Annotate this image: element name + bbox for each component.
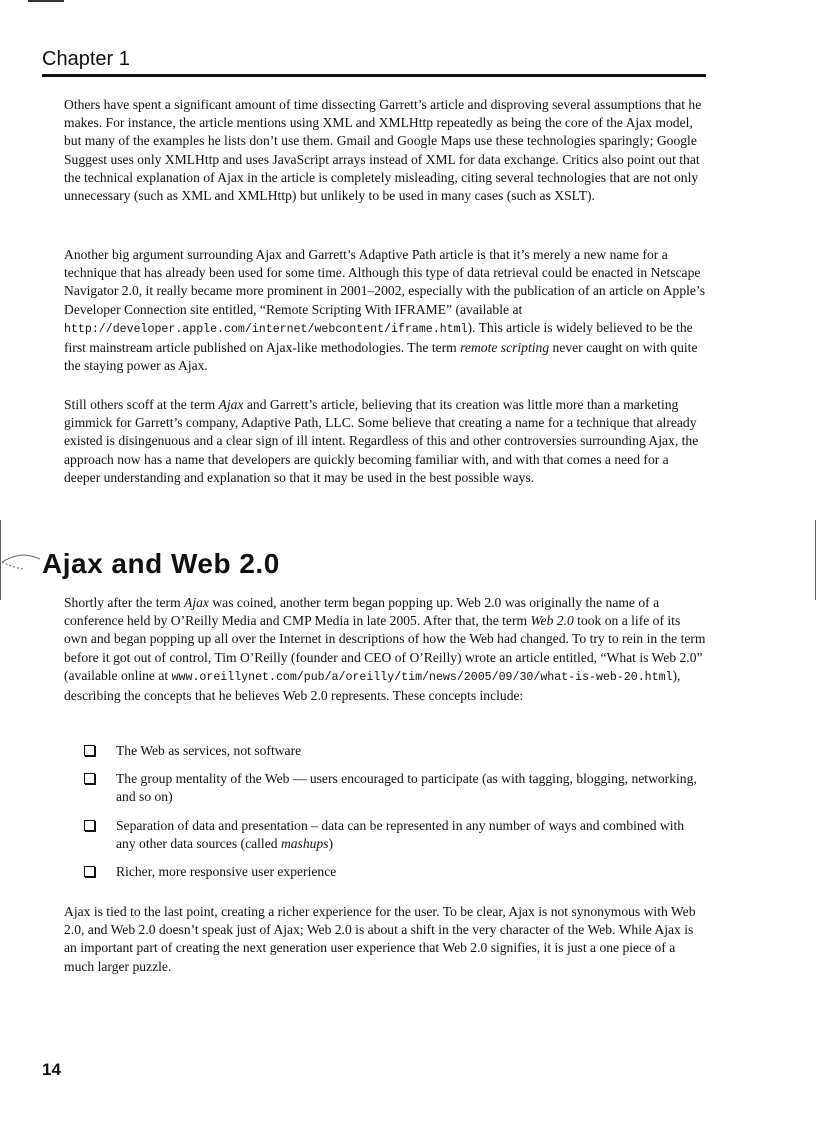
header-rule — [42, 74, 706, 77]
paragraph-text: never caught on with quite the staying power as Ajax. — [64, 340, 698, 374]
list-item-text: The Web as services, not software — [116, 743, 302, 758]
paragraph-garrett-critique — [64, 96, 706, 205]
list-item-text: Richer, more responsive user experience — [116, 864, 337, 880]
paragraph-text: was coined, another term began popping up. Web 2.0 was originally the name of a conference held by O’Reilly Media and CMP Media in late 2005. After that, the term — [64, 595, 660, 629]
checkbox-bullet-icon — [84, 820, 95, 831]
paragraph-text: Still others scoff at the term — [64, 397, 219, 412]
term-mashups: mashups — [280, 835, 329, 851]
checkbox-bullet-icon — [84, 866, 95, 877]
paragraph-text: Another big argument surrounding Ajax and Garrett’s Adaptive Path article is that it’s merely a new name for a technique that has already been used for some time. Although this type of data retrieval could be enacted in Netscape Navigator 2.0, it really became more prominent in 2001–2002, especially with the publication of an article on Apple’s Developer Connection site entitled, “Remote Scripting With IFRAME” (available at — [64, 247, 705, 317]
term-ajax: Ajax — [218, 397, 244, 412]
top-edge-rule — [28, 0, 64, 2]
page-number: 14 — [42, 1060, 61, 1079]
term-ajax: Ajax — [184, 595, 209, 610]
term-remote-scripting: remote scripting — [460, 340, 550, 356]
paragraph-text: Shortly after the term — [64, 595, 185, 610]
list-item — [64, 817, 706, 853]
list-item — [64, 770, 706, 806]
list-item-text: Separation of data and presentation – data can be represented in any number of ways and combined with any other data sources (called — [116, 817, 685, 851]
url-apple-iframe: http://developer.apple.com/internet/webcontent/iframe.html — [64, 322, 468, 336]
list-item-text: The group mentality of the Web — users encouraged to participate (as with tagging, blogging, networking, and so on) — [116, 771, 697, 805]
list-item-text: ) — [328, 835, 334, 851]
term-web20: Web 2.0 — [530, 613, 574, 629]
section-heading: Ajax and Web 2.0 — [42, 548, 280, 579]
checkbox-bullet-icon — [84, 745, 95, 756]
list-item — [64, 742, 706, 760]
chapter-header: Chapter 1 — [42, 48, 130, 70]
url-oreillynet: www.oreillynet.com/pub/a/oreilly/tim/news/2005/09/30/what-is-web-20.html — [171, 670, 673, 684]
paragraph-text: Others have spent a significant amount of time dissecting Garrett’s article and disproving several assumptions that he makes. For instance, the article mentions using XML and XMLHttp repeatedly as being the core of the Ajax model, but many of the examples he lists don’t use them. Gmail and Google Maps use these technologies sparingly; Google Suggest uses only XMLHttp and uses JavaScript arrays instead of XML for data exchange. Critics also point out that the technical explanation of Ajax in the article is completely misleading, citing several technologies that are not only unnecessary (such as XML and XMLHttp) but unlikely to be used in many cases (such as XSLT). — [64, 97, 702, 204]
paragraph-text: ). This article is widely believed to be the first mainstream article published on Ajax-like methodologies. The term — [64, 319, 693, 356]
list-item — [64, 863, 706, 881]
paragraph-text: and Garrett’s article, believing that its creation was little more than a marketing gimmick for Garrett’s company, Adaptive Path, LLC. Some believe that creating a name for a technique that already existed is disingenuous and a clear sign of ill intent. Regardless of this and other controversies surrounding Ajax, the approach now has a name that developers are quickly becoming familiar with, and with that comes a need for a deeper understanding and explanation so that it may be used in the best possible ways. — [64, 397, 699, 485]
section-bookmark-icon — [0, 549, 44, 575]
web20-concepts-list — [64, 742, 706, 881]
paragraph-ajax-vs-web20 — [64, 903, 706, 976]
paragraph-text: ), describing the concepts that he believes Web 2.0 represents. These concepts include: — [64, 667, 681, 704]
paragraph-remote-scripting — [64, 246, 706, 375]
paragraph-marketing-gimmick — [64, 396, 706, 487]
paragraph-text: took on a life of its own and began popping up all over the Internet in descriptions of how the Web had changed. To try to rein in the term before it got out of control, Tim O’Reilly (founder and CEO of O’Reilly) wrote an article entitled, “What is Web 2.0” (available online at — [64, 613, 706, 683]
paragraph-web20-intro — [64, 594, 706, 705]
checkbox-bullet-icon — [84, 773, 95, 784]
paragraph-text: Ajax is tied to the last point, creating a richer experience for the user. To be clear, Ajax is not synonymous with Web 2.0, and Web 2.0 doesn’t speak just of Ajax; Web 2.0 is about a shift in the very character of the Web. While Ajax is an important part of creating the next generation user experience that Web 2.0 signifies, it is just a one piece of a much larger puzzle. — [64, 904, 696, 974]
